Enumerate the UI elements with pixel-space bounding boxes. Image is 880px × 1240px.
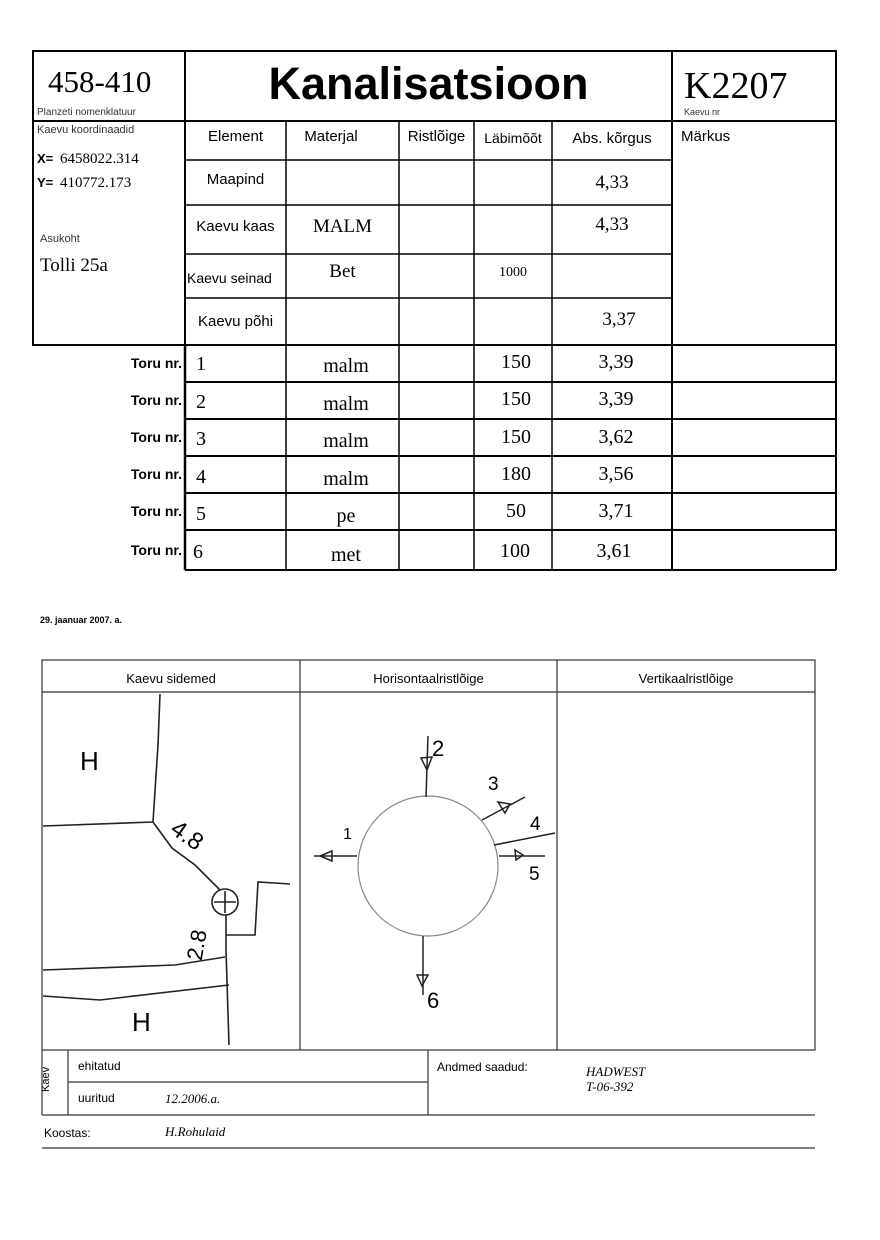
built-label: ehitatud: [78, 1059, 121, 1073]
column-header-element: Element: [207, 128, 264, 145]
pipe-abs-height: 3,71: [598, 500, 634, 522]
plan-label-building: H: [80, 746, 99, 776]
compiled-by: H.Rohulaid: [165, 1124, 226, 1139]
element-abs-height: 4,33: [595, 214, 629, 235]
data-source-label: Andmed saadud:: [437, 1060, 528, 1074]
element-material: MALM: [312, 216, 373, 237]
location-caption: Asukoht: [40, 233, 80, 245]
pipe-material: malm: [323, 393, 369, 415]
pipe-abs-height: 3,61: [596, 540, 632, 562]
column-header-cross-section: Ristlõige: [407, 128, 466, 145]
section-pipe-number: 5: [529, 864, 540, 885]
pipe-row-label: Toru nr.: [130, 429, 182, 445]
horizontal-section-drawing: [314, 736, 555, 995]
column-header-remarks: Märkus: [681, 128, 731, 145]
sheet-number-caption: Planzeti nomenklatuur: [37, 107, 136, 118]
pipe-number: 1: [196, 353, 206, 375]
column-header-abs-height: Abs. kõrgus: [572, 130, 652, 147]
well-id: K2207: [684, 65, 788, 107]
coordinates-caption: Kaevu koordinaadid: [37, 124, 135, 136]
section-pipe-number: 6: [427, 988, 440, 1013]
element-material: Bet: [329, 261, 356, 282]
data-source-reference: T-06-392: [586, 1079, 634, 1094]
pipe-material: pe: [336, 505, 356, 527]
element-abs-height: 3,37: [602, 309, 636, 330]
plan-label-distance: 2.8: [181, 927, 212, 963]
pipe-number: 2: [196, 391, 206, 413]
section-pipe-number: 1: [343, 826, 352, 843]
pipe-diameter: 150: [501, 388, 531, 410]
element-name: Maapind: [206, 171, 265, 188]
surveyed-date: 12.2006.a.: [165, 1091, 221, 1106]
element-abs-height: 4,33: [595, 172, 629, 193]
y-label: Y=: [37, 175, 54, 190]
pipe-row-label: Toru nr.: [130, 466, 182, 482]
pipe-row-label: Toru nr.: [130, 503, 182, 519]
pipe-diameter: 180: [501, 463, 531, 485]
sketch-header-vertical: Vertikaalristlõige: [638, 671, 734, 686]
pipe-diameter: 50: [506, 500, 526, 522]
sketch-header-connections: Kaevu sidemed: [126, 671, 216, 686]
pipe-diameter: 150: [501, 426, 531, 448]
pipe-abs-height: 3,56: [598, 463, 634, 485]
pipe-abs-height: 3,39: [598, 351, 634, 373]
x-coordinate: 6458022.314: [60, 151, 139, 167]
pipe-row-label: Toru nr.: [130, 392, 182, 408]
section-pipe-number: 4: [530, 814, 541, 835]
sketch-header-horizontal: Horisontaalristlõige: [373, 671, 484, 686]
well-id-caption: Kaevu nr: [684, 107, 721, 117]
pipe-row-label: Toru nr.: [130, 355, 182, 371]
pipe-abs-height: 3,39: [598, 388, 634, 410]
section-pipe-number: 2: [432, 736, 445, 761]
pipe-material: met: [331, 544, 361, 566]
location-address: Tolli 25a: [40, 255, 108, 276]
column-header-diameter: Läbimõõt: [484, 130, 542, 146]
element-diameter: 1000: [499, 265, 527, 280]
pipe-diameter: 150: [501, 351, 531, 373]
page-title: Kanalisatsioon: [268, 58, 589, 109]
pipe-number: 3: [196, 428, 206, 450]
plan-label-distance: 4.8: [165, 814, 209, 857]
pipe-material: malm: [323, 430, 369, 452]
x-label: X=: [37, 151, 54, 166]
column-header-material: Materjal: [304, 128, 358, 145]
pipe-number: 5: [196, 503, 206, 525]
surveyed-label: uuritud: [78, 1091, 115, 1105]
data-source-company: HADWEST: [586, 1064, 646, 1079]
element-name: Kaevu seinad: [187, 270, 272, 286]
pipe-material: malm: [323, 468, 369, 490]
footer-side-label: Kaev: [40, 1066, 52, 1092]
pipe-abs-height: 3,62: [598, 426, 634, 448]
element-name: Kaevu põhi: [197, 313, 274, 330]
pipe-row-label: Toru nr.: [130, 542, 182, 558]
pipe-diameter: 100: [500, 540, 530, 562]
pipe-number: 4: [196, 466, 206, 488]
plan-label-building: H: [132, 1007, 151, 1037]
pipe-number: 6: [193, 541, 203, 563]
element-name: Kaevu kaas: [196, 218, 275, 235]
compiled-label: Koostas:: [44, 1126, 91, 1140]
sheet-number: 458-410: [48, 64, 152, 99]
y-coordinate: 410772.173: [60, 175, 132, 191]
section-pipe-number: 3: [488, 774, 499, 795]
document-date: 29. jaanuar 2007. a.: [40, 615, 123, 625]
pipe-material: malm: [323, 355, 369, 377]
